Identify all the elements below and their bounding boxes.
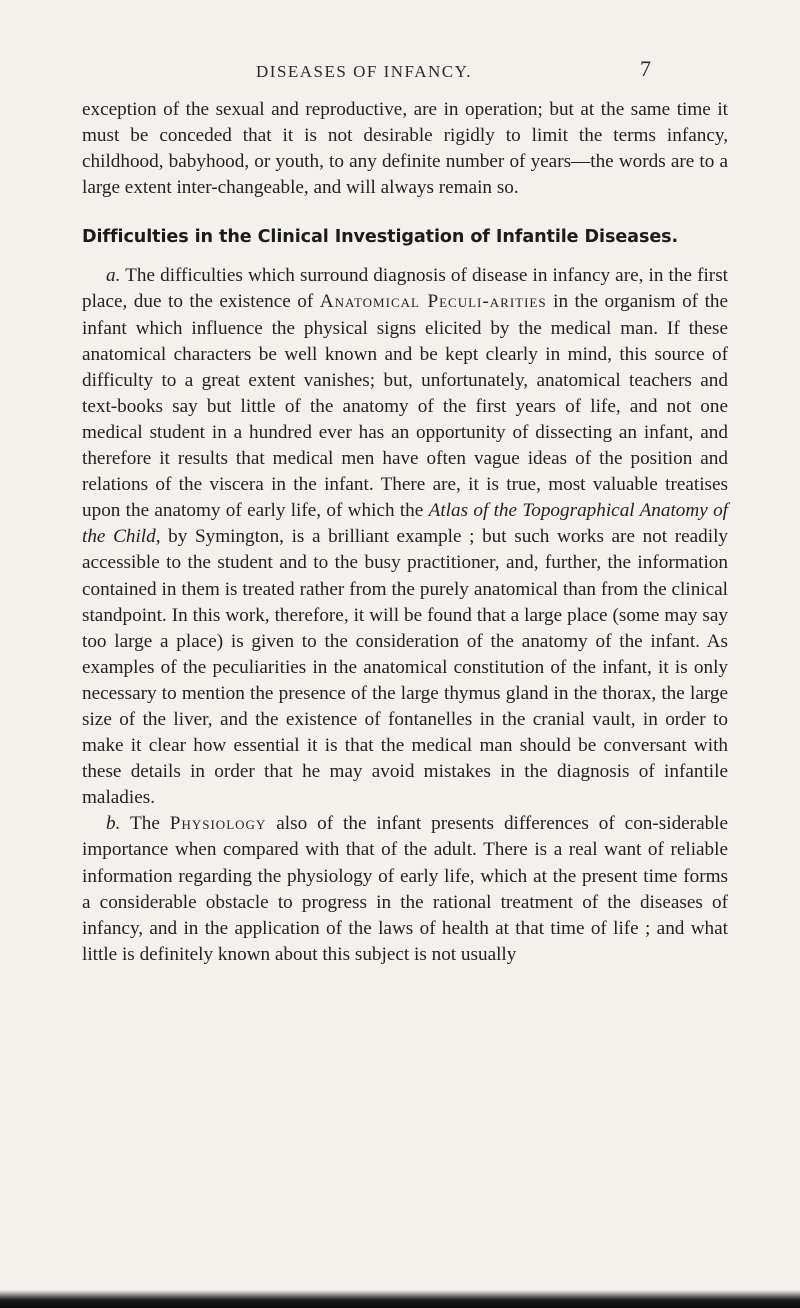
page-bottom-edge	[0, 1290, 800, 1308]
intro-paragraph	[82, 97, 728, 201]
paragraph-a-label: a.	[106, 265, 121, 287]
paragraph-a-text-1: The difficulties which surround diagnosis of disease in infancy are, in the first place, due to the existence of	[82, 265, 728, 313]
body-text	[82, 97, 728, 968]
physiology-term: Physiology	[169, 813, 267, 835]
atlas-book-title: Atlas of the Topographical Anatomy of the Child	[82, 500, 729, 548]
section-heading: Difficulties in the Clinical Investigation of Infantile Diseases.	[82, 227, 679, 248]
paragraph-b-label: b.	[106, 813, 121, 835]
paragraph-b	[82, 811, 728, 968]
paragraph-a-text-2: in the organism of the infant which influence the physical signs elicited by the medical man. If these anatomical characters be well known and be kept clearly in mind, this source of difficulty to a great extent vanishes; but, unfortunately, anatomical teachers and text-books say but little of the anatomy of the first years of life, and not one medical student in a hundred ever has an opportunity of dissecting an infant, and therefore it results that medical men have often vague ideas of the position and relations of the viscera in the infant. There are, it is true, most valuable treatises upon the anatomy of early life, of which the	[82, 291, 729, 522]
paragraph-b-text-2: also of the infant presents differences of con-siderable importance when compared with that of the adult. There is a real want of reliable information regarding the physiology of early life, which at the present time forms a considerable obstacle to progress in the rational treatment of the diseases of infancy, and in the application of the laws of health at that time of life ; and what little is definitely known about this subject is not usually	[82, 813, 729, 965]
anatomical-peculiarities-term: Anatomical Peculi-arities	[319, 291, 547, 313]
running-head	[0, 56, 800, 86]
paragraph-a-text-3: , by Symington, is a brilliant example ; but such works are not readily accessible to the student and to the busy practitioner, and, further, the information contained in them is treated rather from the purely anatomical than from the clinical standpoint. In this work, therefore, it will be found that a large place (some may say too large a place) is given to the consideration of the anatomy of the infant. As examples of the peculiarities in the anatomical constitution of the infant, it is only necessary to mention the presence of the large thymus gland in the thorax, the large size of the liver, and the existence of fontanelles in the cranial vault, in order to make it clear how essential it is that the medical man should be conversant with these details in order that he may avoid mistakes in the diagnosis of infantile maladies.	[82, 526, 728, 809]
intro-text: exception of the sexual and reproductive, are in operation; but at the same time it must be conceded that it is not desirable rigidly to limit the terms infancy, childhood, babyhood, or youth, to any definite number of years—the words are to a large extent inter-changeable, and will always remain so.	[82, 99, 728, 199]
running-title: DISEASES OF INFANCY.	[256, 62, 472, 81]
page-number: 7	[640, 56, 651, 81]
paragraph-a	[82, 263, 728, 811]
paragraph-b-text-1: The	[130, 813, 160, 835]
